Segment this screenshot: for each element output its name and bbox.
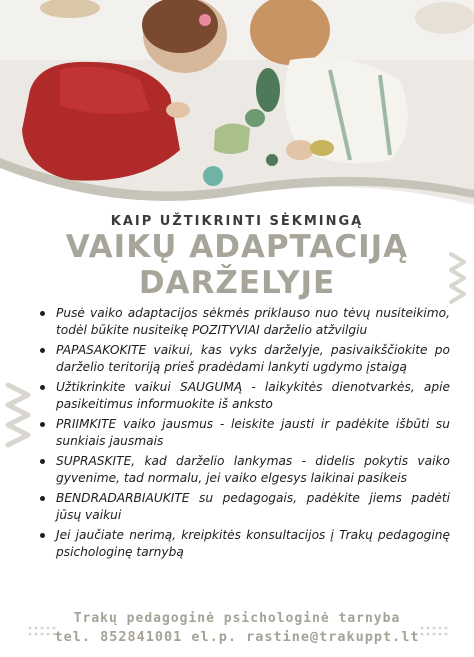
page-title (0, 229, 474, 301)
contact-info: tel. 852841001 el.p. rastine@trakuppt.lt (54, 629, 420, 645)
title-line-1: VAIKŲ ADAPTACIJĄ (65, 229, 409, 265)
tips-list (36, 305, 450, 564)
list-item: SUPRASKITE, kad darželio lankymas - didelis pokytis vaiko gyvenime, tad normalu, jei vaiko elgesys laikinai pasikeis (36, 453, 450, 487)
left-squiggle-icon (4, 380, 34, 455)
organization-name: Trakų pedagoginė psichologinė tarnyba (73, 611, 401, 626)
children-playing-photo (0, 0, 474, 205)
list-item: Jei jaučiate nerimą, kreipkitės konsultacijos į Trakų pedagoginę psichologinę tarnybą (36, 527, 450, 561)
list-item: Užtikrinkite vaikui SAUGUMĄ - laikykitės dienotvarkės, apie pasikeitimus informuokite iš anksto (36, 379, 450, 413)
title-line-2: DARŽELYJE (138, 265, 336, 301)
list-item: PRIIMKITE vaiko jausmus - leiskite jausti ir padėkite išbūti su sunkiais jausmais (36, 416, 450, 450)
list-item: BENDRADARBIAUKITE su pedagogais, padėkite jiems padėti jūsų vaikui (36, 490, 450, 524)
list-item: Pusė vaiko adaptacijos sėkmės priklauso nuo tėvų nusiteikimo, todėl būkite nusiteikę POZITYVIAI darželio atžvilgiu (36, 305, 450, 339)
subtitle: KAIP UŽTIKRINTI SĖKMINGĄ (110, 214, 364, 229)
list-item: PAPASAKOKITE vaikui, kas vyks darželyje, pasivaikščiokite po darželio teritoriją prieš pradėdami lankyti ugdymo įstaigą (36, 342, 450, 376)
